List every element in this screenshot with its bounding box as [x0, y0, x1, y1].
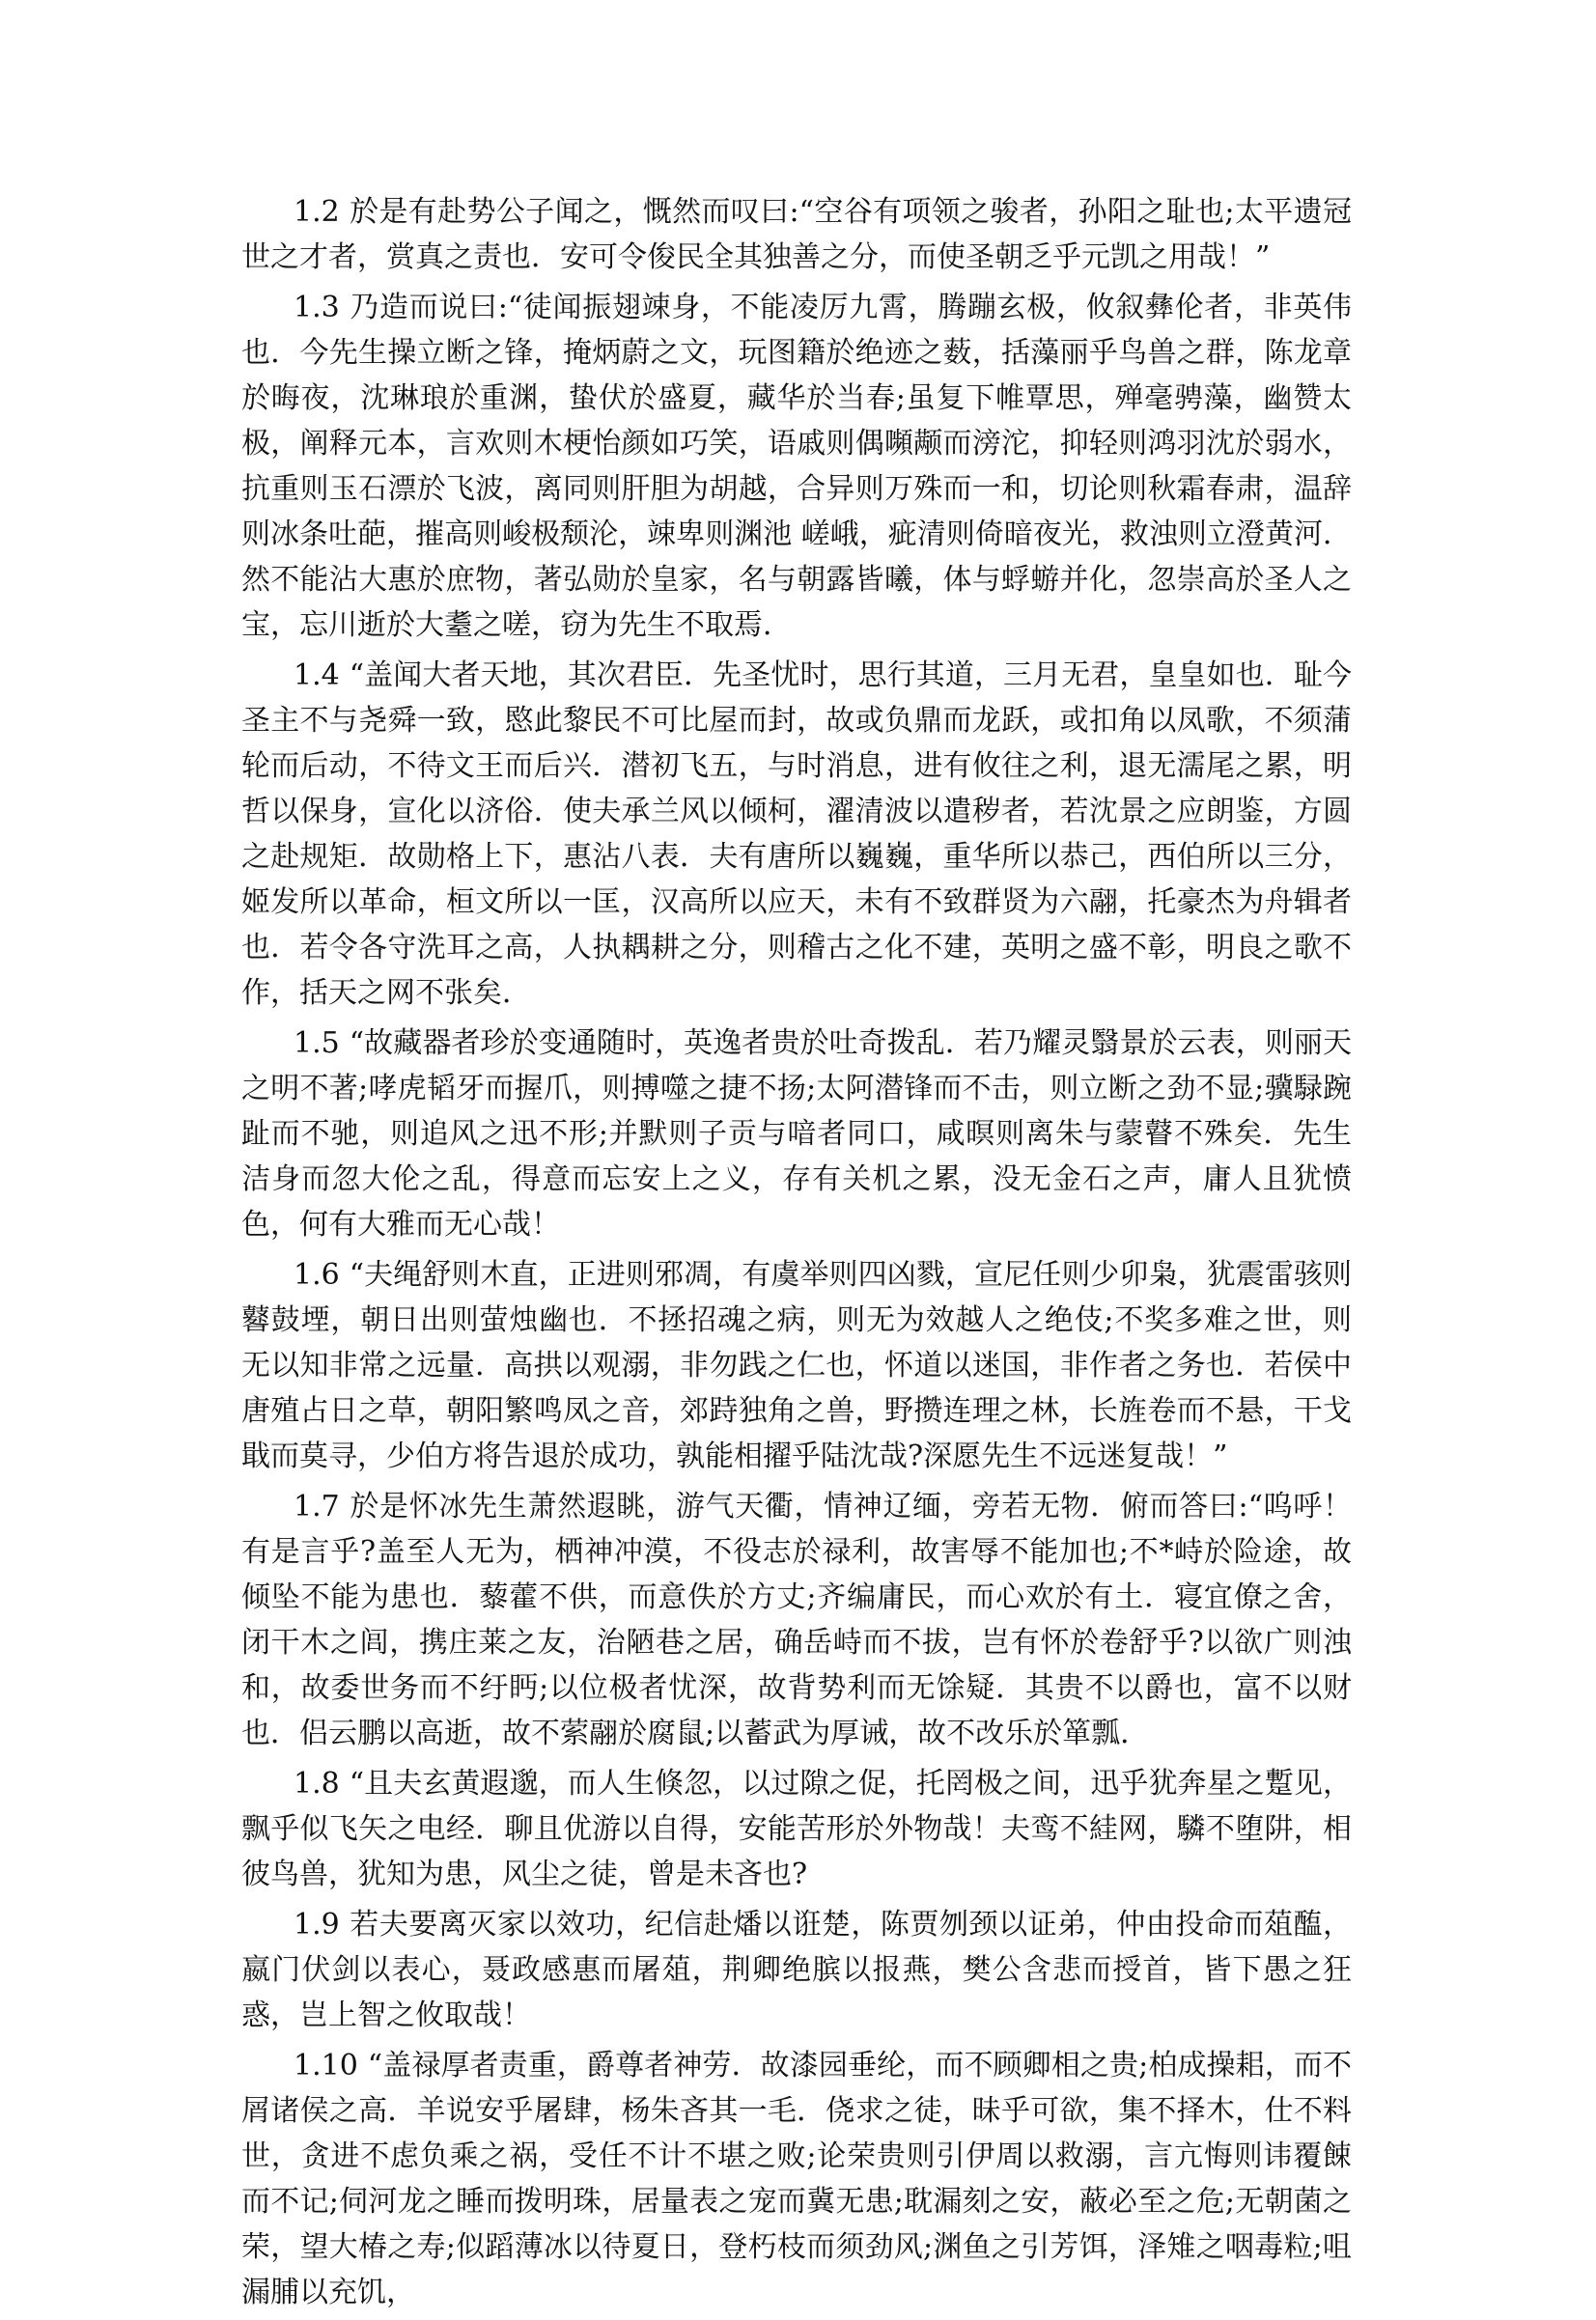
paragraph-text: “盖禄厚者责重，爵尊者神劳．故漆园垂纶，而不顾卿相之贵;柏成操耜，而不屑诸侯之高．羊说安乎屠肆，杨朱吝其一毛．侥求之徒，昧乎可欲，集不择木，仕不料世，贪进不虑负乘之祸，受任不计不堪之败;论荣贵则引伊周以救溺，言亢悔则讳覆餗而不记;伺河龙之睡而拨明珠，居量表之宠而冀无患;耽漏刻之安，蔽必至之危;无朝菌之荣，望大椿之寿;似蹈薄冰以待夏日，登朽枝而须劲风;渊鱼之引芳饵，泽雉之咽毒粒;咀漏脯以充饥， — [241, 2049, 1352, 2309]
paragraph-text: “且夫玄黄遐邈，而人生倏忽，以过隙之促，托罔极之间，迅乎犹奔星之蹔见，飘乎似飞矢之电经．聊且优游以自得，安能苦形於外物哉！夫鸾不絓网，驎不堕阱，相彼鸟兽，犹知为患，风尘之徒，曾是未吝也? — [241, 1767, 1352, 1891]
paragraph-text: 於是怀冰先生萧然遐眺，游气天衢，情神辽缅，旁若无物．俯而答曰:“呜呼！有是言乎?盖至人无为，栖神冲漠，不役志於禄利，故害辱不能加也;不*峙於险途，故倾坠不能为患也．藜藿不供，而意佚於方丈;齐编庸民，而心欢於有土．寝宜僚之舍，闭干木之闾，携庄莱之友，治陋巷之居，确岳峙而不拔，岂有怀於卷舒乎?以欲广则浊和，故委世务而不纡眄;以位极者忧深，故背势利而无馀疑．其贵不以爵也，富不以财也．侣云鹏以高逝，故不萦翮於腐鼠;以蓄武为厚诫，故不改乐於箪瓢． — [241, 1490, 1352, 1750]
paragraph — [241, 1484, 1352, 1756]
paragraph-text: “夫绳舒则木直，正进则邪凋，有虞举则四凶戮，宣尼任则少卯枭，犹震雷骇则鼛鼓堙，朝日出则萤烛幽也．不拯招魂之病，则无为效越人之绝伎;不奖多难之世，则无以知非常之远量．高拱以观溺，非勿践之仁也，怀道以迷国，非作者之务也．若侯中唐殖占日之草，朝阳繁鸣凤之音，郊跱独角之兽，野攒连理之林，长旌卷而不悬，干戈戢而莫寻，少伯方将告退於成功，孰能相擢乎陆沈哉?深愿先生不远迷复哉！” — [241, 1258, 1352, 1473]
paragraph-number: 1.9 — [294, 1908, 340, 1942]
paragraph-number: 1.4 — [294, 658, 340, 692]
paragraph — [241, 285, 1352, 648]
paragraph-number: 1.7 — [294, 1490, 340, 1523]
paragraph — [241, 653, 1352, 1016]
paragraph-number: 1.6 — [294, 1258, 340, 1292]
paragraph-number: 1.3 — [294, 291, 340, 324]
paragraph — [241, 2043, 1352, 2315]
paragraph-text: “故藏器者珍於变通随时，英逸者贵於吐奇拨乱．若乃耀灵翳景於云表，则丽天之明不著;哮虎韬牙而握爪，则搏噬之捷不扬;太阿潜锋而不击，则立断之劲不显;骥騄踠趾而不驰，则追风之迅不形;并默则子贡与喑者同口，咸暝则离朱与蒙瞽不殊矣．先生洁身而忽大伦之乱，得意而忘安上之义，存有关机之累，没无金石之声，庸人且犹愤色，何有大雅而无心哉！ — [241, 1026, 1352, 1242]
paragraph-number: 1.5 — [294, 1026, 340, 1060]
paragraph — [241, 1252, 1352, 1479]
paragraph — [241, 1902, 1352, 2038]
paragraph-number: 1.8 — [294, 1767, 340, 1801]
paragraph-number: 1.10 — [294, 2049, 358, 2082]
paragraph-number: 1.2 — [294, 195, 340, 229]
paragraph-text: 於是有赴势公子闻之，慨然而叹曰:“空谷有项领之骏者，孙阳之耻也;太平遗冠世之才者，赏真之责也．安可令俊民全其独善之分，而使圣朝乏乎元凯之用哉！” — [241, 195, 1352, 274]
paragraph-text: 乃造而说曰:“徒闻振翅竦身，不能凌厉九霄，腾蹦玄极，攸叙彝伦者，非英伟也．今先生操立断之锋，掩炳蔚之文，玩图籍於绝迹之薮，括藻丽乎鸟兽之群，陈龙章於晦夜，沈琳琅於重渊，蛰伏於盛夏，藏华於当春;虽复下帷覃思，殚毫骋藻，幽赞太极，阐释元本，言欢则木梗怡颜如巧笑，语戚则偶嚬颟而滂沱，抑轻则鸿羽沈於弱水，抗重则玉石漂於飞波，离同则肝胆为胡越，合异则万殊而一和，切论则秋霜春肃，温辞则冰条吐葩，摧高则峻极颓沦，竦卑则渊池 嵯峨，疵清则倚暗夜光，救浊则立澄黄河．然不能沾大惠於庶物，著弘勋於皇家，名与朝露皆曦，体与蜉蝣并化，忽崇高於圣人之宝，忘川逝於大耋之嗟，窃为先生不取焉． — [241, 291, 1352, 642]
paragraph-text: 若夫要离灭家以效功，纪信赴燔以诳楚，陈贾刎颈以证弟，仲由投命而葅醢，嬴门伏剑以表心，聂政感惠而屠葅，荆卿绝膑以报燕，樊公含悲而授首，皆下愚之狂惑，岂上智之攸取哉！ — [241, 1908, 1352, 2032]
paragraph — [241, 1020, 1352, 1247]
paragraph — [241, 189, 1352, 280]
paragraph — [241, 1761, 1352, 1897]
paragraph-text: “盖闻大者天地，其次君臣．先圣忧时，思行其道，三月无君，皇皇如也．耻今圣主不与尧舜一致，愍此黎民不可比屋而封，故或负鼎而龙跃，或扣角以凤歌，不须蒲轮而后动，不待文王而后兴．潜初飞五，与时消息，进有攸往之利，退无濡尾之累，明哲以保身，宣化以济俗．使夫承兰风以倾柯，濯清波以遣秽者，若沈景之应朗鉴，方圆之赴规矩．故勋格上下，惠沾八表．夫有唐所以巍巍，重华所以恭己，西伯所以三分，姬发所以革命，桓文所以一匡，汉高所以应天，未有不致群贤为六翮，托豪杰为舟辑者也．若令各守洗耳之高，人执耦耕之分，则稽古之化不建，英明之盛不彰，明良之歌不作，括天之网不张矣． — [241, 658, 1352, 1010]
document-page — [241, 189, 1352, 2320]
